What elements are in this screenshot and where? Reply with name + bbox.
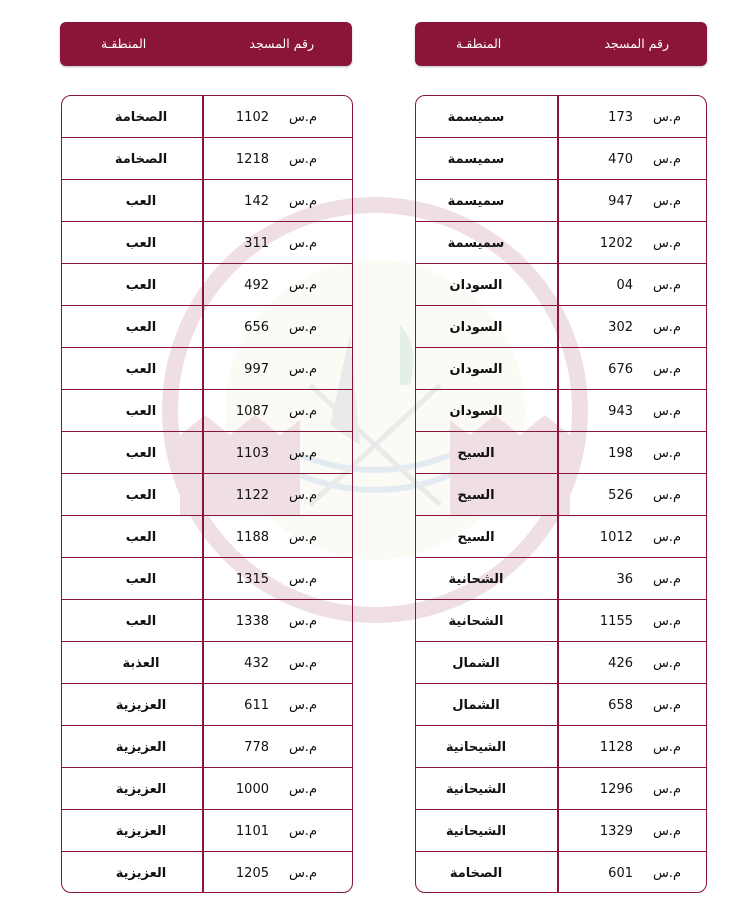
table-row <box>416 642 706 684</box>
mosque-number-cell: 1218 <box>235 152 269 167</box>
mosque-prefix: م.س <box>652 404 681 419</box>
area-cell: الصخامة <box>114 110 168 125</box>
mosque-prefix: م.س <box>288 110 317 125</box>
mosque-prefix: م.س <box>652 824 681 839</box>
area-cell: العزيزية <box>115 782 167 797</box>
mosque-number-cell: 470 <box>608 152 633 167</box>
table-row <box>416 138 706 180</box>
mosque-number-cell: 04 <box>616 278 633 293</box>
mosque-number-cell: 1012 <box>599 530 633 545</box>
table-row <box>416 852 706 893</box>
area-cell: الشحانية <box>448 572 504 587</box>
table-row <box>416 306 706 348</box>
table-row <box>416 558 706 600</box>
mosque-prefix: م.س <box>652 782 681 797</box>
mosque-number-cell: 658 <box>608 698 633 713</box>
mosque-prefix: م.س <box>652 152 681 167</box>
mosque-prefix: م.س <box>288 236 317 251</box>
mosque-prefix: م.س <box>288 572 317 587</box>
mosque-number-cell: 1296 <box>599 782 633 797</box>
area-cell: السودان <box>449 320 503 335</box>
mosque-prefix: م.س <box>288 404 317 419</box>
mosque-number-cell: 1087 <box>235 404 269 419</box>
mosque-number-cell: 601 <box>608 866 633 881</box>
table-row <box>416 432 706 474</box>
header-area: المنطقـة <box>101 36 147 51</box>
table-row <box>62 600 352 642</box>
mosque-number-cell: 198 <box>608 446 633 461</box>
table-row <box>62 810 352 852</box>
mosque-number-cell: 997 <box>244 362 269 377</box>
table-row <box>62 138 352 180</box>
table-row <box>416 516 706 558</box>
table-row <box>62 306 352 348</box>
mosque-number-cell: 1103 <box>235 446 269 461</box>
area-cell: السيح <box>457 488 495 503</box>
mosque-number-cell: 302 <box>608 320 633 335</box>
table-row <box>62 264 352 306</box>
mosque-prefix: م.س <box>288 698 317 713</box>
area-cell: العب <box>125 320 157 335</box>
mosque-number-cell: 1315 <box>235 572 269 587</box>
table-row <box>62 516 352 558</box>
area-cell: العب <box>125 362 157 377</box>
area-cell: السودان <box>449 362 503 377</box>
mosque-prefix: م.س <box>288 362 317 377</box>
table-row <box>416 600 706 642</box>
area-cell: العب <box>125 530 157 545</box>
mosque-prefix: م.س <box>652 698 681 713</box>
mosque-prefix: م.س <box>652 446 681 461</box>
table-row <box>416 348 706 390</box>
mosque-prefix: م.س <box>652 362 681 377</box>
mosque-prefix: م.س <box>288 782 317 797</box>
table-row <box>416 726 706 768</box>
mosque-number-cell: 432 <box>244 656 269 671</box>
left-mosque-table <box>61 95 353 893</box>
mosque-prefix: م.س <box>652 866 681 881</box>
area-cell: الصخامة <box>449 866 503 881</box>
mosque-prefix: م.س <box>288 614 317 629</box>
mosque-number-cell: 311 <box>244 236 269 251</box>
area-cell: سميسمة <box>447 152 505 167</box>
table-row <box>62 726 352 768</box>
area-cell: السيح <box>457 446 495 461</box>
mosque-prefix: م.س <box>652 236 681 251</box>
mosque-prefix: م.س <box>288 740 317 755</box>
mosque-prefix: م.س <box>288 152 317 167</box>
mosque-number-cell: 676 <box>608 362 633 377</box>
mosque-prefix: م.س <box>288 488 317 503</box>
mosque-number-cell: 492 <box>244 278 269 293</box>
mosque-number-cell: 656 <box>244 320 269 335</box>
area-cell: سميسمة <box>447 110 505 125</box>
table-row <box>62 558 352 600</box>
area-cell: العزيزية <box>115 866 167 881</box>
mosque-number-cell: 778 <box>244 740 269 755</box>
table-row <box>62 642 352 684</box>
table-row <box>62 96 352 138</box>
table-row <box>62 222 352 264</box>
area-cell: الصخامة <box>114 152 168 167</box>
mosque-number-cell: 947 <box>608 194 633 209</box>
table-row <box>416 96 706 138</box>
table-row <box>62 180 352 222</box>
area-cell: العب <box>125 278 157 293</box>
table-row <box>416 684 706 726</box>
table-row <box>416 264 706 306</box>
mosque-prefix: م.س <box>288 530 317 545</box>
area-cell: الشمال <box>452 698 500 713</box>
table-row <box>416 474 706 516</box>
table-row <box>416 180 706 222</box>
mosque-number-cell: 1122 <box>235 488 269 503</box>
mosque-prefix: م.س <box>652 320 681 335</box>
area-cell: العذبة <box>122 656 160 671</box>
mosque-number-cell: 36 <box>616 572 633 587</box>
area-cell: سميسمة <box>447 194 505 209</box>
area-cell: الشمال <box>452 656 500 671</box>
mosque-prefix: م.س <box>288 824 317 839</box>
area-cell: العب <box>125 404 157 419</box>
mosque-number-cell: 426 <box>608 656 633 671</box>
mosque-prefix: م.س <box>288 194 317 209</box>
area-cell: العزيزية <box>115 740 167 755</box>
mosque-prefix: م.س <box>652 656 681 671</box>
mosque-prefix: م.س <box>288 320 317 335</box>
mosque-number-cell: 1155 <box>599 614 633 629</box>
mosque-number-cell: 1205 <box>235 866 269 881</box>
mosque-prefix: م.س <box>652 194 681 209</box>
table-row <box>416 222 706 264</box>
mosque-number-cell: 1329 <box>599 824 633 839</box>
area-cell: الشيحانية <box>445 824 507 839</box>
table-row <box>416 390 706 432</box>
mosque-prefix: م.س <box>652 572 681 587</box>
area-cell: العب <box>125 194 157 209</box>
mosque-number-cell: 1128 <box>599 740 633 755</box>
right-table-header <box>415 22 707 66</box>
area-cell: سميسمة <box>447 236 505 251</box>
mosque-number-cell: 1202 <box>599 236 633 251</box>
mosque-prefix: م.س <box>652 110 681 125</box>
header-area: المنطقـة <box>456 36 502 51</box>
area-cell: السودان <box>449 278 503 293</box>
left-table-header <box>60 22 352 66</box>
mosque-prefix: م.س <box>288 866 317 881</box>
table-row <box>62 852 352 893</box>
table-row <box>416 810 706 852</box>
mosque-number-cell: 1102 <box>235 110 269 125</box>
mosque-prefix: م.س <box>652 278 681 293</box>
mosque-number-cell: 173 <box>608 110 633 125</box>
mosque-number-cell: 1000 <box>235 782 269 797</box>
mosque-prefix: م.س <box>652 614 681 629</box>
area-cell: الشيحانية <box>445 740 507 755</box>
mosque-number-cell: 526 <box>608 488 633 503</box>
area-cell: السودان <box>449 404 503 419</box>
area-cell: العب <box>125 614 157 629</box>
mosque-prefix: م.س <box>652 488 681 503</box>
mosque-prefix: م.س <box>652 530 681 545</box>
mosque-number-cell: 1188 <box>235 530 269 545</box>
table-row <box>62 474 352 516</box>
table-row <box>62 684 352 726</box>
area-cell: السيح <box>457 530 495 545</box>
header-mosque-number: رقم المسجد <box>249 36 314 51</box>
mosque-prefix: م.س <box>288 656 317 671</box>
area-cell: العب <box>125 488 157 503</box>
mosque-number-cell: 611 <box>244 698 269 713</box>
area-cell: العب <box>125 572 157 587</box>
area-cell: العزيزية <box>115 698 167 713</box>
mosque-prefix: م.س <box>288 278 317 293</box>
area-cell: الشحانية <box>448 614 504 629</box>
area-cell: العزيزية <box>115 824 167 839</box>
table-row <box>416 768 706 810</box>
table-row <box>62 432 352 474</box>
mosque-number-cell: 943 <box>608 404 633 419</box>
right-mosque-table <box>415 95 707 893</box>
mosque-number-cell: 1338 <box>235 614 269 629</box>
mosque-prefix: م.س <box>288 446 317 461</box>
area-cell: العب <box>125 236 157 251</box>
table-row <box>62 390 352 432</box>
mosque-number-cell: 1101 <box>235 824 269 839</box>
mosque-number-cell: 142 <box>244 194 269 209</box>
mosque-prefix: م.س <box>652 740 681 755</box>
area-cell: الشيحانية <box>445 782 507 797</box>
area-cell: العب <box>125 446 157 461</box>
table-row <box>62 348 352 390</box>
table-row <box>62 768 352 810</box>
header-mosque-number: رقم المسجد <box>604 36 669 51</box>
